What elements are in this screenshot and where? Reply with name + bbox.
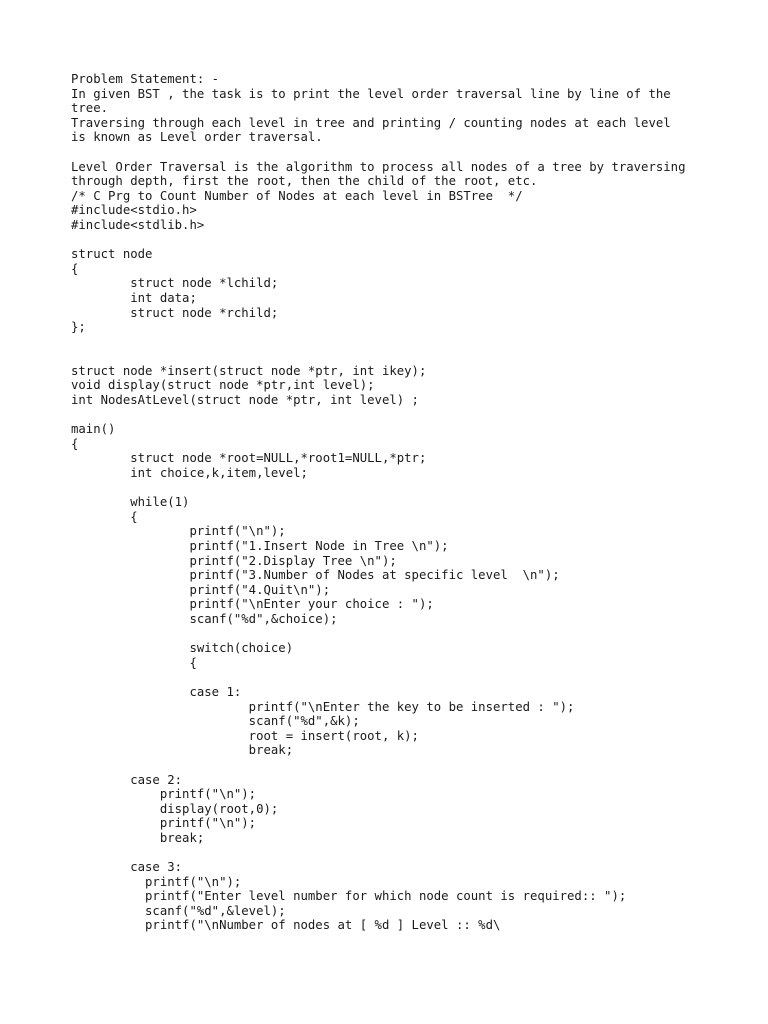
text-line: switch(choice) (71, 641, 294, 656)
document-text (71, 72, 685, 933)
text-line: tree. (71, 101, 109, 116)
text-line: { (71, 261, 79, 276)
text-line: break; (71, 743, 294, 758)
text-line: case 3: (71, 860, 183, 875)
text-line: int data; (71, 290, 197, 305)
text-line: int NodesAtLevel(struct node *ptr, int level) ; (71, 393, 419, 408)
text-line: Level Order Traversal is the algorithm to process all nodes of a tree by traversing (71, 159, 686, 174)
text-line: struct node *lchild; (71, 276, 279, 291)
text-line: void display(struct node *ptr,int level); (71, 378, 375, 393)
text-line: struct node (71, 247, 153, 262)
text-line: is known as Level order traversal. (71, 130, 323, 145)
text-line: printf("4.Quit\n"); (71, 582, 331, 597)
text-line: struct node *insert(struct node *ptr, int ikey); (71, 363, 427, 378)
text-line: Problem Statement: - (71, 72, 220, 86)
text-line: printf("\nNumber of nodes at [ %d ] Level :: %d\ (71, 918, 501, 933)
text-line: main() (71, 422, 116, 437)
text-line: Traversing through each level in tree and printing / counting nodes at each level (71, 115, 671, 130)
text-line: while(1) (71, 495, 190, 510)
text-line: #include<stdlib.h> (71, 217, 205, 232)
text-line: printf("\nEnter your choice : "); (71, 597, 434, 612)
text-line: scanf("%d",&k); (71, 714, 360, 729)
text-line: printf("\n"); (71, 816, 257, 831)
text-line: case 2: (71, 772, 183, 787)
text-line: printf("\n"); (71, 787, 257, 802)
text-line: printf("3.Number of Nodes at specific level \n"); (71, 568, 560, 583)
text-line: break; (71, 830, 205, 845)
text-line: { (71, 655, 197, 670)
text-line: printf("1.Insert Node in Tree \n"); (71, 539, 449, 553)
text-line: root = insert(root, k); (71, 728, 419, 743)
text-line: printf("\n"); (71, 874, 242, 889)
text-line: printf("2.Display Tree \n"); (71, 553, 397, 568)
text-line: display(root,0); (71, 801, 279, 816)
text-line: { (71, 436, 79, 451)
text-line: #include<stdio.h> (71, 203, 197, 218)
text-line: }; (71, 320, 86, 335)
text-line: struct node *rchild; (71, 305, 279, 320)
text-line: through depth, first the root, then the child of the root, etc. (71, 174, 538, 189)
text-line: struct node *root=NULL,*root1=NULL,*ptr; (71, 451, 427, 466)
text-line: printf("\nEnter the key to be inserted : "); (71, 699, 575, 714)
text-line: scanf("%d",&level); (71, 903, 286, 918)
text-line: printf("\n"); (71, 524, 286, 539)
text-line: int choice,k,item,level; (71, 466, 308, 481)
text-line: In given BST , the task is to print the level order traversal line by line of the (71, 86, 671, 101)
text-line: printf("Enter level number for which node count is required:: "); (71, 889, 627, 904)
text-line: { (71, 509, 138, 524)
text-line: scanf("%d",&choice); (71, 611, 338, 626)
text-line: /* C Prg to Count Number of Nodes at each level in BSTree */ (71, 188, 523, 203)
text-line: case 1: (71, 684, 242, 699)
